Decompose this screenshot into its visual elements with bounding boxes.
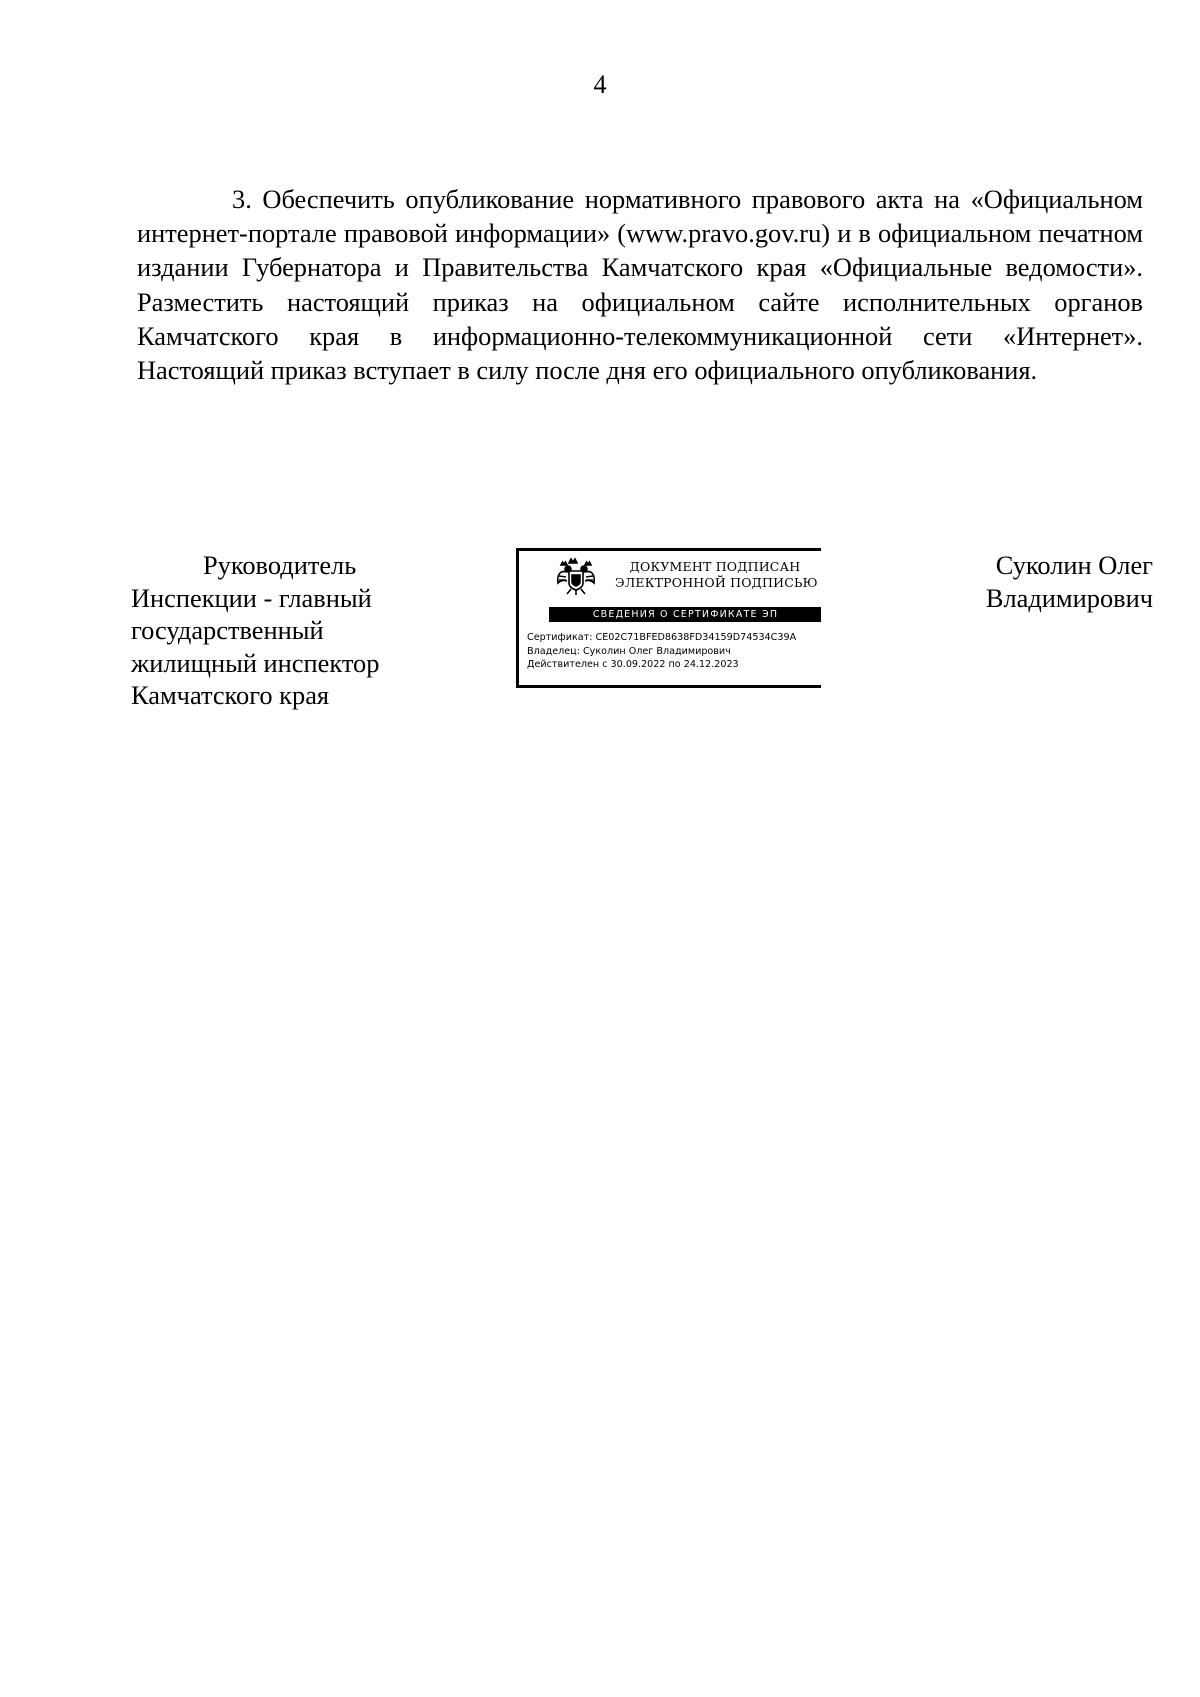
certificate-validity: Действителен с 30.09.2022 по 24.12.2023 xyxy=(527,659,739,670)
signer-name-line: Суколин Олег xyxy=(995,550,1153,580)
position-line: Руководитель xyxy=(203,550,357,580)
electronic-signature-stamp xyxy=(516,548,821,688)
signer-name-line: Владимирович xyxy=(985,582,1153,613)
certificate-number: Сертификат: CE02C71BFED8638FD34159D74534C39A xyxy=(527,632,797,643)
position-line: Инспекции - главный xyxy=(131,582,372,613)
stamp-header-line: ДОКУМЕНТ ПОДПИСАН xyxy=(629,559,801,574)
signer-name xyxy=(940,549,1153,614)
russian-coat-of-arms-icon xyxy=(555,556,597,596)
stamp-header xyxy=(615,559,818,591)
certificate-details xyxy=(527,631,821,672)
position-line: государственный xyxy=(131,615,324,645)
certificate-info-bar: СВЕДЕНИЯ О СЕРТИФИКАТЕ ЭП xyxy=(549,607,821,622)
certificate-owner: Владелец: Суколин Олег Владимирович xyxy=(527,645,731,657)
signer-position xyxy=(131,549,424,712)
position-line: Камчатского края xyxy=(131,680,330,710)
page-number: 4 xyxy=(593,70,607,99)
paragraph-3: 3. Обеспечить опубликование нормативного правового акта на «Официальном интернет-портале правовой информации» (www.pravo.gov.ru) и в официальном печатном издании Губернатора и Правительства Камчатского края «Официальные ведомости». Разместить настоящий приказ на официальном сайте исполнительных органов Камчатского края в информационно-телекоммуникационной сети «Интернет». Настоящий приказ вступает в силу после дня его официального опубликования. xyxy=(137,184,1143,386)
position-line: жилищный инспектор xyxy=(131,647,380,678)
stamp-header-line: ЭЛЕКТРОННОЙ ПОДПИСЬЮ xyxy=(615,575,818,590)
